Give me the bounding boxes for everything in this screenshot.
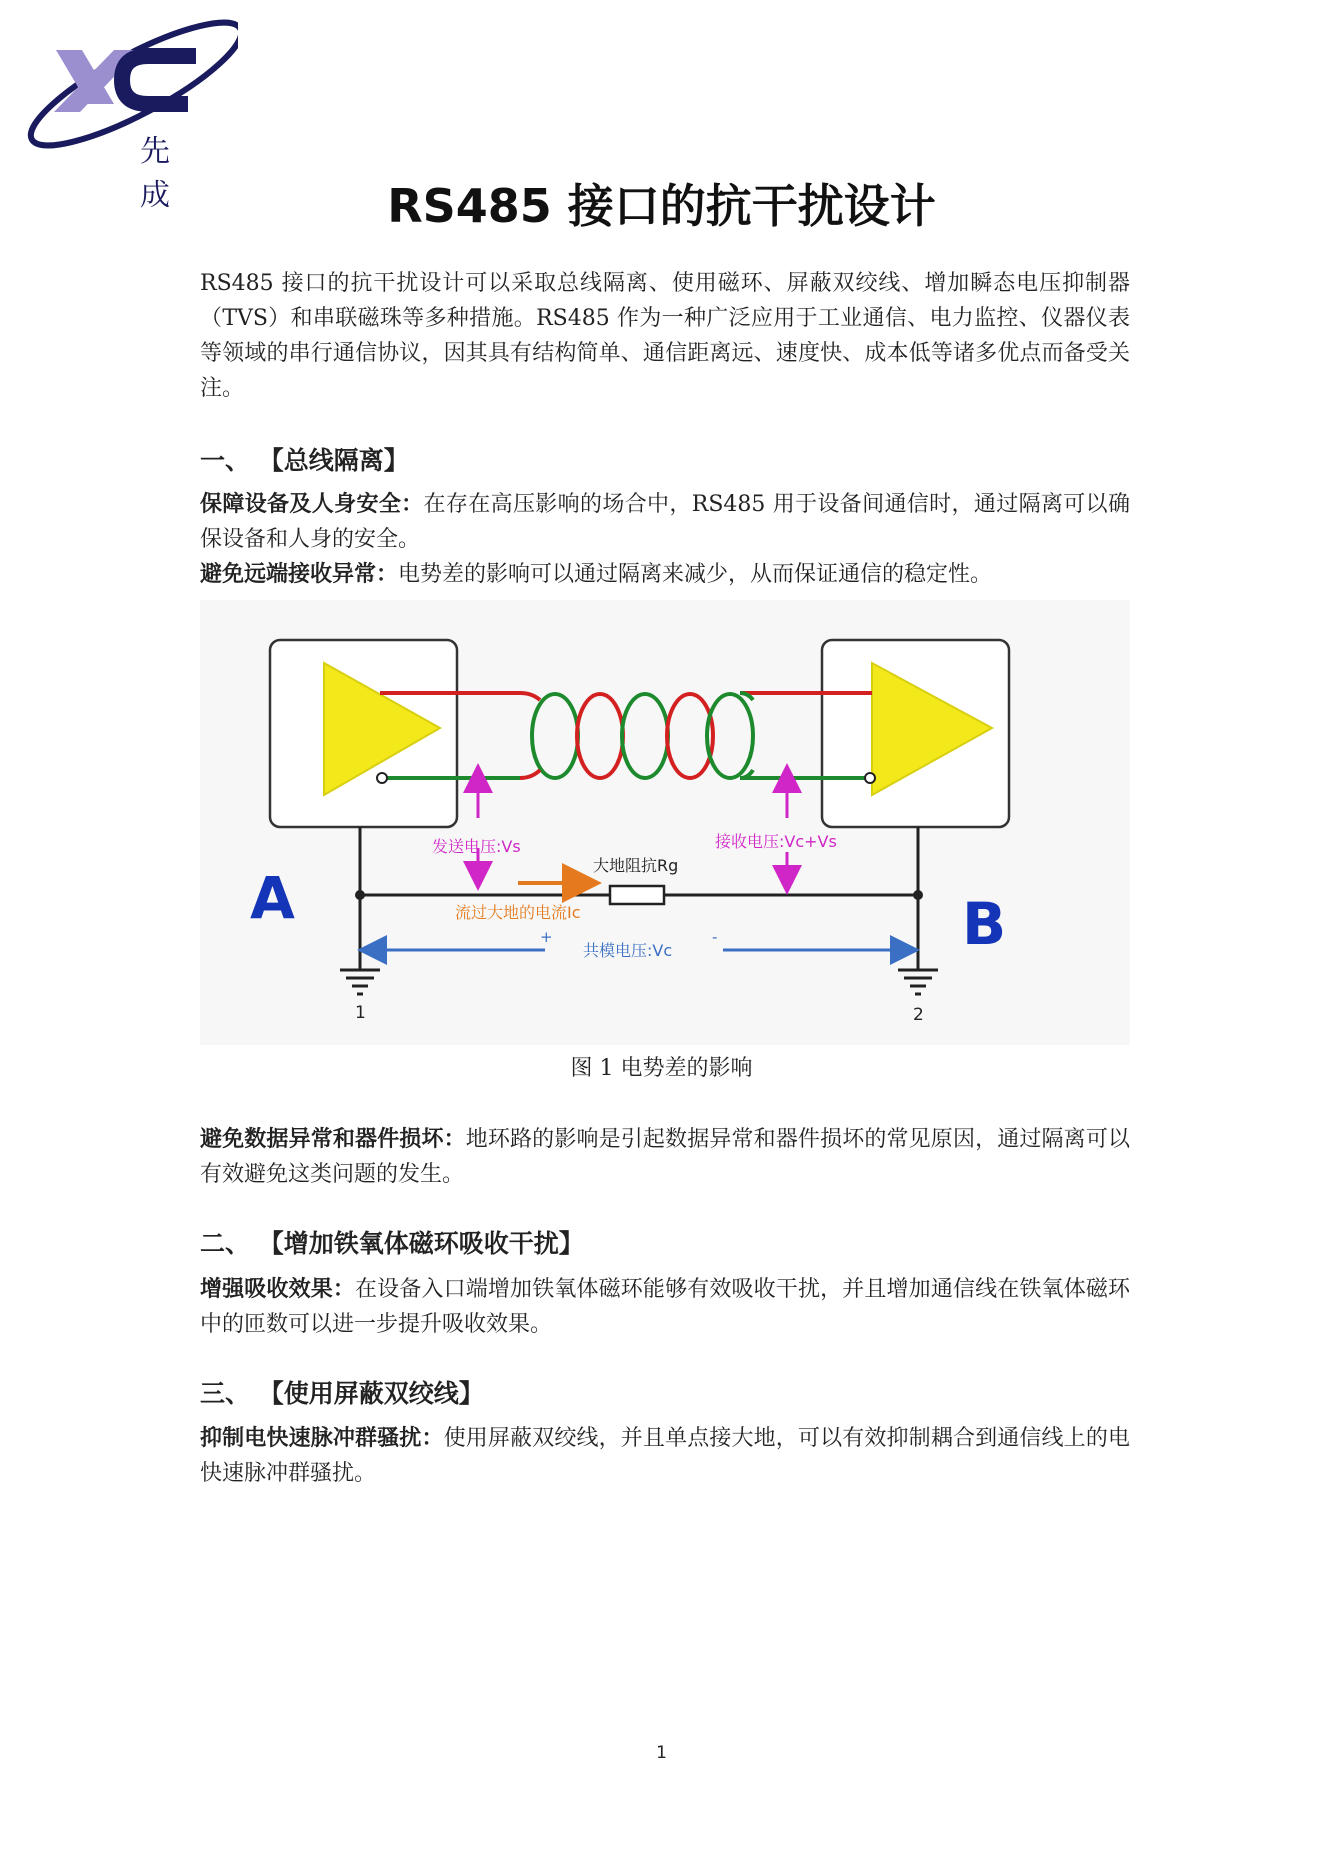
- minus-sign: -: [712, 928, 718, 946]
- section1-item3-block: [200, 1122, 1130, 1192]
- ground-symbol-icon: [340, 970, 938, 994]
- ground-impedance-label: 大地阻抗Rg: [593, 856, 679, 875]
- section-bus-isolation: [200, 441, 1130, 477]
- section2-items: [200, 1272, 1130, 1342]
- ground-2-label: 2: [913, 1005, 924, 1025]
- section1-item2: [200, 557, 1130, 592]
- item-lead: 增强吸收效果：: [200, 1277, 356, 1302]
- potential-difference-diagram: [200, 600, 1130, 1045]
- section3-items: [200, 1421, 1130, 1491]
- label-b: B: [962, 890, 1007, 958]
- item-lead: 抑制电快速脉冲群骚扰：: [200, 1426, 444, 1451]
- section1-item3: [200, 1122, 1130, 1192]
- intro-paragraph: RS485 接口的抗干扰设计可以采取总线隔离、使用磁环、屏蔽双绞线、增加瞬态电压抑制器（TVS）和串联磁珠等多种措施。RS485 作为一种广泛应用于工业通信、电力监控、仪器仪表等领域的串行通信协议，因其具有结构简单、通信距离远、速度快、成本低等诸多优点而备受关注。: [200, 271, 1130, 401]
- logo-text: 先 成: [140, 134, 184, 213]
- section1-items: [200, 487, 1130, 592]
- item-lead: 保障设备及人身安全：: [200, 492, 424, 517]
- common-mode-label: 共模电压:Vc: [583, 941, 673, 960]
- item-text: 使用屏蔽双绞线，并且单点接大地，可以有效抑制耦合到通信线上的电快速脉冲群骚扰。: [200, 1426, 1130, 1486]
- section1-heading: 一、 【总线隔离】: [200, 446, 409, 475]
- company-logo: [18, 12, 238, 213]
- intro-section: [200, 266, 1130, 406]
- send-voltage-label: 发送电压:Vs: [432, 837, 521, 856]
- section3-item1: [200, 1421, 1130, 1491]
- item-text: 地环路的影响是引起数据异常和器件损坏的常见原因，通过隔离可以有效避免这类问题的发生。: [200, 1127, 1130, 1187]
- ground-impedance-resistor: [610, 886, 664, 904]
- page-number: 1: [656, 1743, 667, 1763]
- item-text: 在设备入口端增加铁氧体磁环能够有效吸收干扰，并且增加通信线在铁氧体磁环中的匝数可以进一步提升吸收效果。: [200, 1277, 1130, 1337]
- section2-item1: [200, 1272, 1130, 1342]
- label-a: A: [250, 864, 295, 932]
- item-text: 电势差的影响可以通过隔离来减少，从而保证通信的稳定性。: [398, 562, 993, 587]
- ground-current-label: 流过大地的电流Ic: [455, 903, 581, 922]
- section2-heading: 二、 【增加铁氧体磁环吸收干扰】: [200, 1229, 584, 1258]
- plus-sign: +: [540, 928, 553, 946]
- item-lead: 避免数据异常和器件损坏：: [200, 1127, 466, 1152]
- section1-item1: [200, 487, 1130, 557]
- figure-caption: 图 1 电势差的影响: [570, 1056, 753, 1081]
- ground-1-label: 1: [355, 1003, 366, 1023]
- item-lead: 避免远端接收异常：: [200, 562, 399, 587]
- page-title: RS485 接口的抗干扰设计: [387, 179, 936, 233]
- twisted-pair-coil: [520, 693, 753, 778]
- item-text: 在存在高压影响的场合中，RS485 用于设备间通信时，通过隔离可以确保设备和人身的安全。: [200, 492, 1130, 552]
- receive-voltage-label: 接收电压:Vc+Vs: [715, 832, 837, 851]
- section-ferrite-ring: [200, 1224, 1130, 1260]
- section-shielded-twisted-pair: [200, 1374, 1130, 1410]
- section3-heading: 三、 【使用屏蔽双绞线】: [200, 1379, 484, 1408]
